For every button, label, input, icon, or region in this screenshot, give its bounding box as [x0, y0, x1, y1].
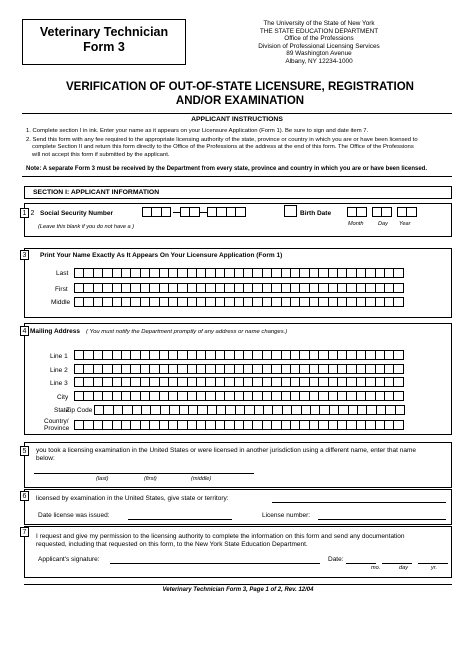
instruction-2-line: 2. Send this form with any fee required to the appropriate licensing authority of the state, province or country in which you are or have been licensed to [26, 137, 418, 143]
state-zip-field[interactable] [94, 405, 404, 415]
agency-address [194, 20, 444, 66]
mailing-hint: ( You must notify the Department promptly of any address or name changes.) [86, 329, 288, 335]
divider [22, 113, 452, 114]
prior-name-field[interactable] [34, 473, 254, 474]
year-caption: Year [399, 221, 411, 227]
char-cell[interactable] [161, 207, 171, 217]
license-number-field[interactable] [318, 519, 446, 520]
day-caption: Day [378, 221, 388, 227]
footer-text: Veterinary Technician Form 3, Page 1 of 2, Rev. 12/04 [162, 587, 314, 593]
country-field[interactable] [74, 420, 403, 430]
date-day-field[interactable] [382, 563, 412, 564]
char-cell[interactable] [381, 207, 391, 217]
section-heading: SECTION I: APPLICANT INFORMATION [24, 186, 452, 199]
item-number: 4 [20, 326, 29, 336]
item-number: 7 [20, 527, 29, 537]
instructions-note: Note: A separate Form 3 must be received by the Department from every state, province and country in which you are or have been licensed. [26, 166, 428, 172]
agency-line: The University of the State of New York [263, 20, 375, 27]
title-line2: AND/OR EXAMINATION [175, 95, 305, 107]
instruction-2-line: complete Section II and return this form directly to the Office of the Professions at the address at the end of this form. The Office of the Professions [32, 144, 414, 151]
country-label [44, 418, 69, 432]
signature-field[interactable] [110, 563, 320, 564]
item-number: 1 [20, 208, 29, 218]
title-line1: VERIFICATION OF OUT-OF-STATE LICENSURE, REGISTRATION [66, 81, 414, 93]
first-name-field[interactable] [74, 283, 403, 293]
last-name-label: Last [56, 270, 69, 277]
char-cell[interactable] [356, 207, 366, 217]
instruction-2-line: will not accept this form if submitted by the applicant. [32, 151, 170, 158]
mailing-address-label: Mailing Address [30, 328, 80, 335]
ssn-field[interactable] [142, 207, 170, 217]
dash [200, 212, 207, 213]
page-title [40, 80, 440, 108]
char-cell[interactable] [393, 350, 403, 360]
agency-line: THE STATE EDUCATION DEPARTMENT [259, 27, 379, 35]
date-year-field[interactable] [418, 563, 448, 564]
birth-date-label: Birth Date [300, 210, 332, 217]
line3-label: Line 3 [50, 380, 68, 387]
line1-label: Line 1 [50, 353, 68, 360]
item-5-text [36, 447, 448, 463]
city-field[interactable] [74, 391, 403, 401]
month-caption: Month [348, 221, 364, 227]
date-label: Date: [328, 556, 344, 563]
ssn-field[interactable] [207, 207, 245, 217]
date-month-field[interactable] [346, 563, 376, 564]
first-caption: (first) [144, 476, 157, 482]
form-title-line1: Veterinary Technician [39, 25, 169, 39]
form-title-box [22, 19, 186, 65]
char-cell[interactable] [393, 283, 403, 293]
middle-name-label: Middle [51, 299, 71, 306]
item-2-checkbox[interactable] [284, 205, 297, 217]
line2-label: Line 2 [50, 367, 68, 374]
divider [24, 584, 452, 585]
divider [22, 176, 452, 177]
state-label: State [54, 407, 70, 414]
char-cell[interactable] [393, 297, 403, 307]
agency-line: Office of the Professions [284, 35, 354, 43]
char-cell[interactable] [189, 207, 199, 217]
name-label: Print Your Name Exactly As It Appears On Your Licensure Application (Form 1) [40, 252, 283, 259]
instructions-heading: APPLICANT INSTRUCTIONS [191, 116, 283, 123]
char-cell[interactable] [393, 391, 403, 401]
dash [173, 212, 180, 213]
item-5-line: below: [36, 455, 55, 462]
birth-year-field[interactable] [397, 207, 416, 217]
date-issued-field[interactable] [128, 519, 232, 520]
agency-line: Albany, NY 12234-1000 [285, 57, 353, 65]
ssn-field[interactable] [180, 207, 199, 217]
middle-name-field[interactable] [74, 297, 403, 307]
item-6-text: licensed by examination in the United States, give state or territory: [36, 495, 229, 502]
item-7-line: I request and give my permission to the licensing authority to complete the information on this form and send any documentation [36, 533, 405, 540]
address-line3-field[interactable] [74, 377, 403, 387]
item-number: 6 [20, 491, 29, 501]
date-issued-label: Date license was issued: [38, 512, 110, 519]
char-cell[interactable] [235, 207, 245, 217]
address-line1-field[interactable] [74, 350, 403, 360]
last-name-field[interactable] [74, 268, 403, 278]
char-cell[interactable] [406, 207, 416, 217]
char-cell[interactable] [393, 268, 403, 278]
instruction-1: 1. Complete section I in ink. Enter your name as it appears on your Licensure Application (Form 1). Be sure to sign and date item 7. [26, 128, 369, 134]
item-7-text [36, 533, 452, 549]
country-label-line: Country/ [44, 418, 69, 425]
agency-line: Division of Professional Licensing Services [258, 42, 380, 50]
zip-label: Zip Code [66, 407, 93, 414]
last-caption: (last) [96, 476, 109, 482]
license-number-label: License number: [262, 512, 311, 519]
char-cell[interactable] [393, 364, 403, 374]
signature-label: Applicant's signature: [38, 556, 100, 563]
instruction-2 [26, 137, 456, 159]
city-label: City [57, 394, 69, 401]
first-name-label: First [55, 286, 68, 293]
agency-line: 89 Washington Avenue [286, 50, 352, 58]
char-cell[interactable] [395, 405, 405, 415]
item-number: 2 [30, 210, 35, 217]
yr-caption: yr. [431, 565, 438, 571]
day-caption: day [399, 565, 409, 571]
middle-caption: (middle) [191, 476, 212, 482]
state-territory-field[interactable] [272, 502, 446, 503]
address-line2-field[interactable] [74, 364, 403, 374]
item-5-line: you took a licensing examination in the United States or were licensed in another jurisdiction using a different name, enter that name [36, 447, 416, 454]
ssn-hint: (Leave this blank if you do not have a ) [38, 224, 135, 230]
item-number: 3 [20, 250, 29, 260]
country-label-line: Province [44, 425, 70, 432]
char-cell[interactable] [393, 420, 403, 430]
item-number: 5 [20, 446, 29, 456]
birth-day-field[interactable] [372, 207, 391, 217]
mo-caption: mo. [371, 565, 381, 571]
form-title-line2: Form 3 [83, 40, 125, 54]
item-7-line: requested, including that requested on this form, to the New York State Education Department. [36, 541, 308, 548]
ssn-label: Social Security Number [40, 210, 113, 217]
birth-month-field[interactable] [347, 207, 366, 217]
char-cell[interactable] [393, 377, 403, 387]
